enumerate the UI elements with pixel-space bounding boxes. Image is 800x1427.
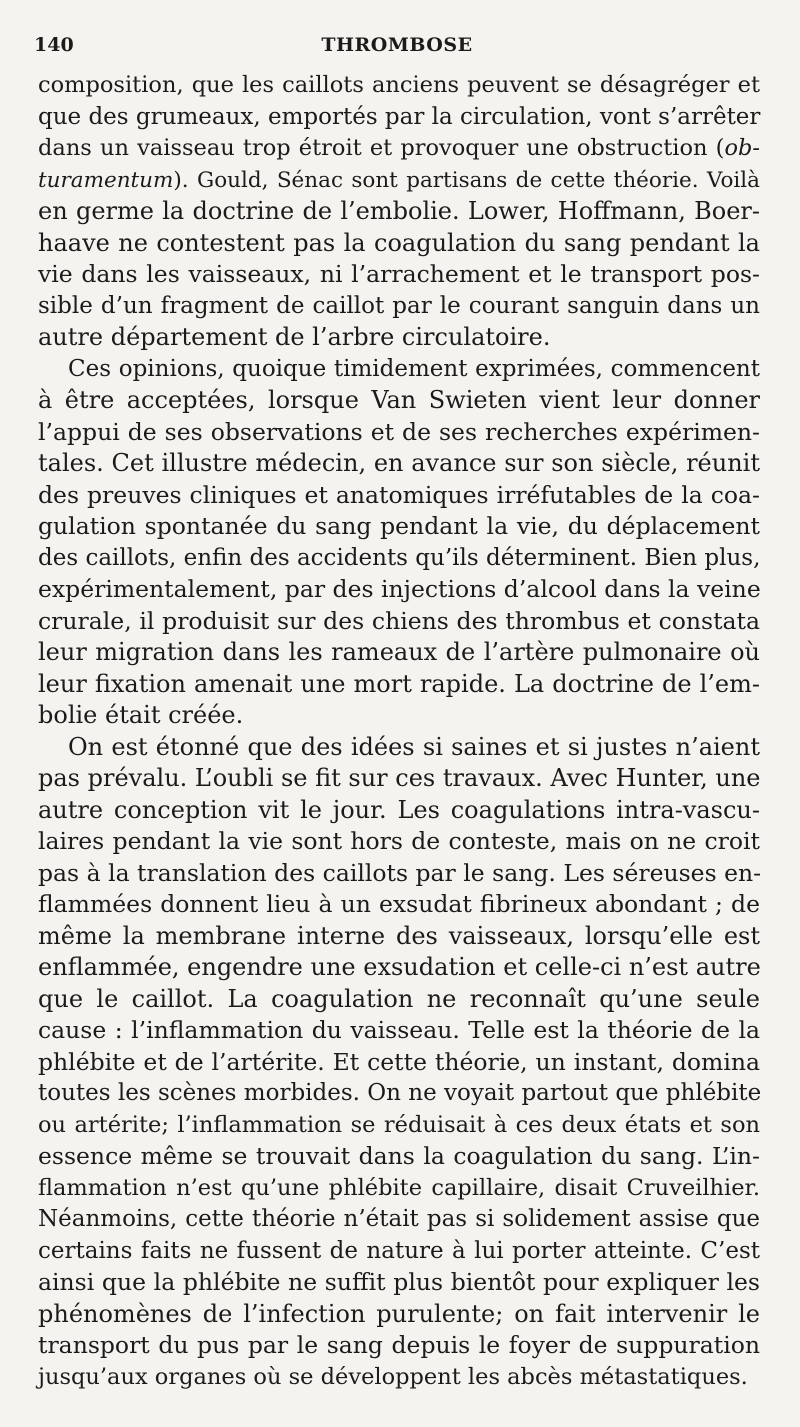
text-line: sible d’un fragment de caillot par le courant sanguin dans un [38,292,760,319]
text-line: expérimentalement, par des injections d’alcool dans la veine [38,575,761,603]
text-line: Ces opinions, quoique timidement exprimées, commencent [68,355,760,382]
paragraph [38,732,760,1394]
text-line: certains faits ne fussent de nature à lui porter atteinte. C’est [38,1237,760,1264]
text-line: cause : l’inflammation du vaisseau. Telle est la théorie de la [38,1016,760,1044]
text-line: jusqu’aux organes où se développent les abcès métastatiques. [38,1363,748,1390]
body-text [38,70,760,1393]
text-line: autre conception vit le jour. Les coagulations intra-vascu- [38,795,760,824]
text-line: autre département de l’arbre circulatoire. [38,323,551,351]
paragraph [38,70,760,354]
text-line: flammées donnent lieu à un exsudat fibrineux abondant ; de [38,890,760,918]
text-line: enflammée, engendre une exsudation et celle-ci n’est autre [38,953,761,981]
text-line: ou artérite; l’inflammation se réduisait à ces deux états et son [38,1111,760,1138]
text-line: que le caillot. La coagulation ne reconnaît qu’une seule [38,984,760,1013]
text-line: vie dans les vaisseaux, ni l’arrachement et le transport pos- [38,260,760,288]
text-line: pas à la translation des caillots par le sang. Les séreuses en- [38,858,762,887]
text-line: toutes les scènes morbides. On ne voyait partout que phlébite [38,1080,762,1106]
text-line: des preuves cliniques et anatomiques irréfutables de la coa- [38,480,760,509]
text-line: phlébite et de l’artérite. Et cette théorie, un instant, domina [38,1047,760,1076]
text-line: dans un vaisseau trop étroit et provoquer une obstruction (ob- [38,135,760,161]
text-line: flammation n’est qu’une phlébite capillaire, disait Cruveilhier. [38,1174,760,1201]
text-line: leur fixation amenait une mort rapide. La doctrine de l’em- [38,669,760,698]
text-line: gulation spontanée du sang pendant la vie, du déplacement [38,512,760,540]
text-line: transport du pus par le sang depuis le foyer de suppuration [38,1331,760,1359]
text-line: pas prévalu. L’oubli se fit sur ces travaux. Avec Hunter, une [38,764,761,792]
text-line: même la membrane interne des vaisseaux, lorsqu’elle est [38,921,760,950]
text-line: à être acceptées, lorsque Van Swieten vient leur donner [38,386,760,414]
text-line: en germe la doctrine de l’embolie. Lower, Hoffmann, Boer- [38,197,760,225]
page-header [34,34,760,60]
text-line: l’appui de ses observations et de ses recherches expérimen- [38,417,760,446]
text-line: composition, que les caillots anciens peuvent se désagréger et [38,72,760,98]
text-line: des caillots, enfin des accidents qu’ils déterminent. Bien plus, [38,544,761,571]
text-line: laires pendant la vie sont hors de conteste, mais on ne croit [38,827,760,855]
running-title: THROMBOSE [321,34,473,56]
text-line: tales. Cet illustre médecin, en avance sur son siècle, réunit [38,449,760,477]
text-line: On est étonné que des idées si saines et si justes n’aient [68,732,760,761]
text-line: essence même se trouvait dans la coagulation du sang. L’in- [38,1142,760,1170]
text-line: phénomènes de l’infection purulente; on fait intervenir le [38,1299,760,1328]
text-line: crurale, il produisit sur des chiens des thrombus et constata [38,606,760,635]
text-line: Néanmoins, cette théorie n’était pas si solidement assise que [38,1206,760,1232]
text-line: turamentum). Gould, Sénac sont partisans de cette théorie. Voilà [38,167,760,193]
text-line: ainsi que la phlébite ne suffit plus bientôt pour expliquer les [38,1268,760,1296]
text-line: leur migration dans les rameaux de l’artère pulmonaire où [38,638,760,666]
text-line: que des grumeaux, emportés par la circulation, vont s’arrêter [38,103,761,130]
text-line: haave ne contestent pas la coagulation du sang pendant la [38,228,760,257]
paragraph [38,354,760,732]
page-number: 140 [34,34,74,56]
text-line: bolie était créée. [38,701,244,729]
